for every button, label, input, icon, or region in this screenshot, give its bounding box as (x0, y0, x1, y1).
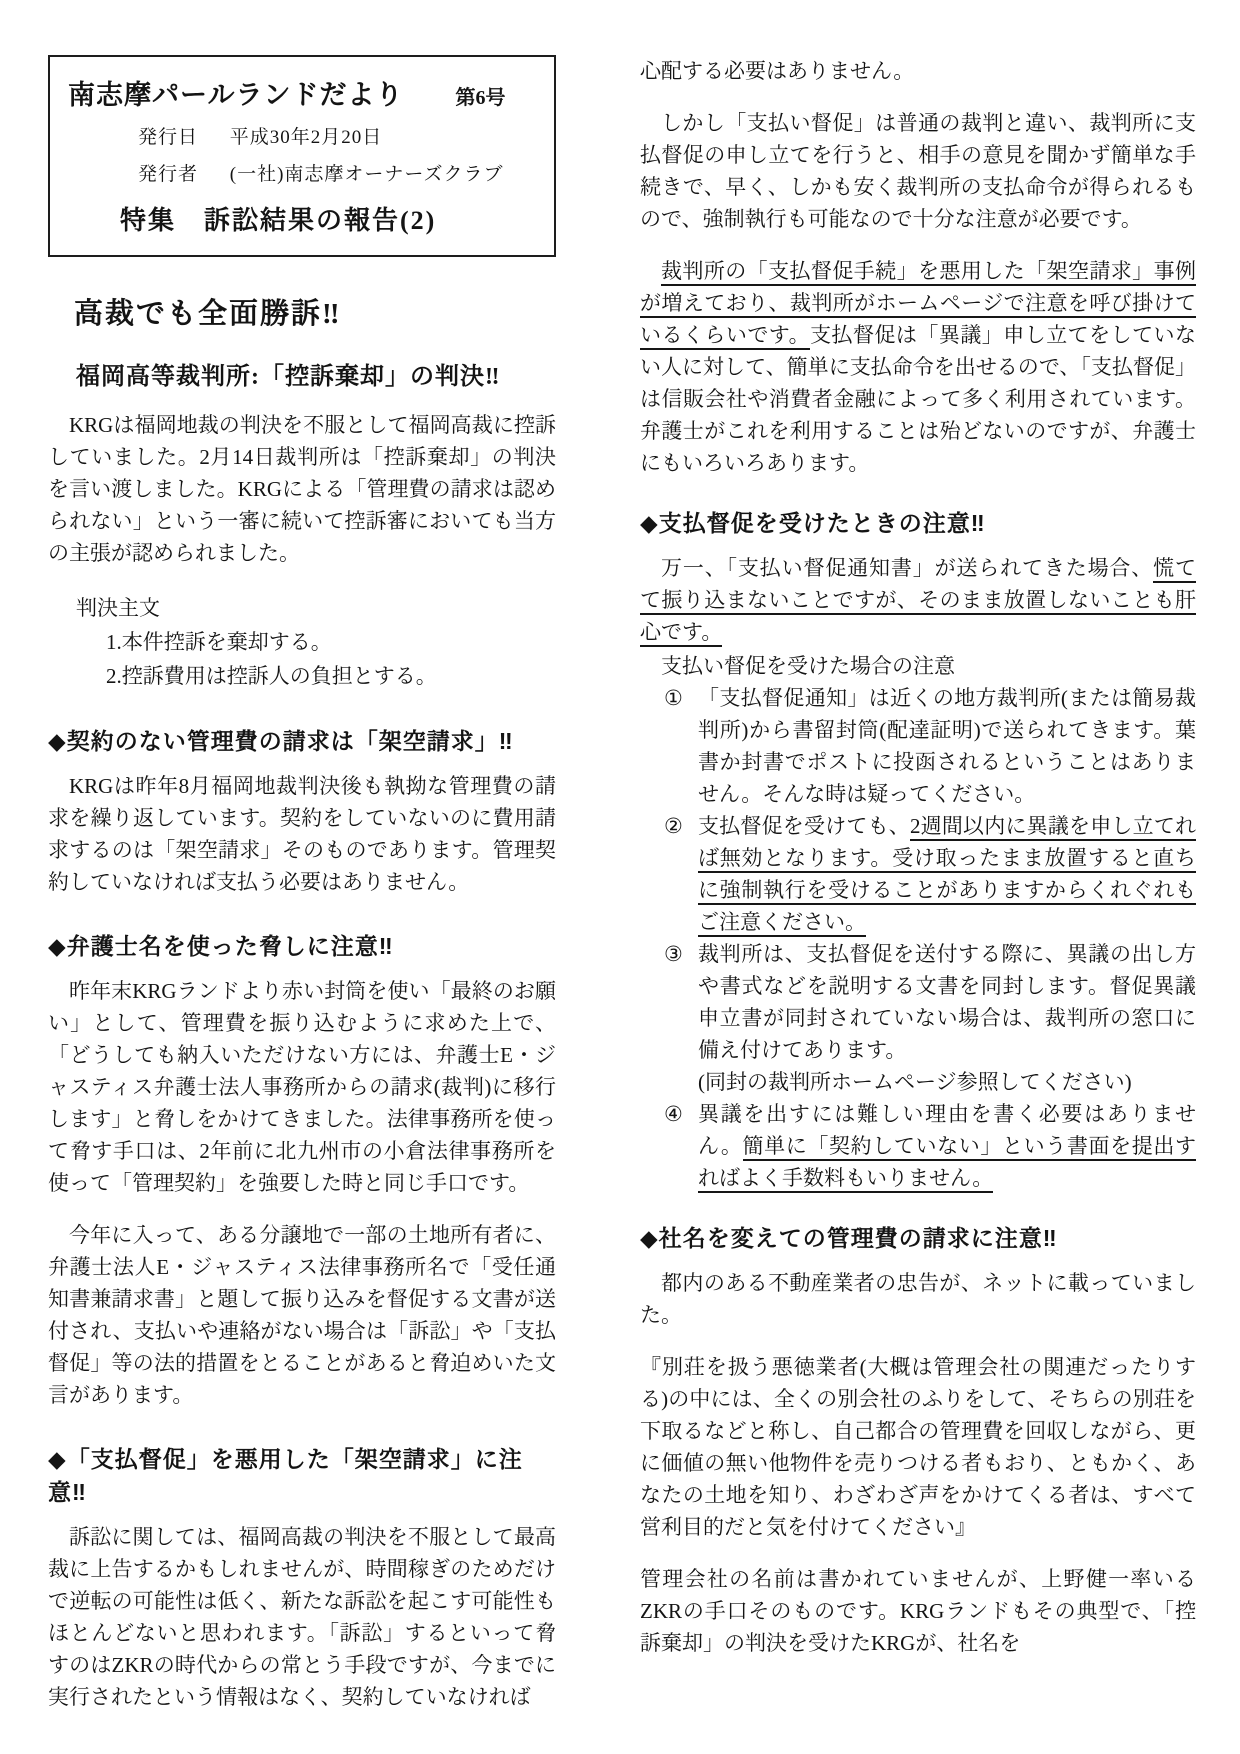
publication-date-label: 発行日 (138, 127, 199, 148)
newsletter-title: 南志摩パールランドだより (68, 80, 404, 110)
paragraph-red-envelope: 昨年末KRGランドより赤い封筒を使い「最終のお願い」として、管理費を振り込むように求めた上で、「どうしても納入いただけない方には、弁護士E・ジャスティス弁護士法人事務所からの請求(裁判)に移行します」と脅しをかけてきました。法律事務所を使って脅す手口は、2年前に北九州市の小倉法律事務所を使って「管理契約」を強要した時と同じ手口です。 (48, 979, 556, 1195)
paragraph-demand-letter: 今年に入って、ある分譲地で一部の土地所有者に、弁護士法人E・ジャスティス法律事務所名で「受任通知書兼請求書」と題して振り込みを督促する文書が送付され、支払いや連絡がない場合は「訴訟」や「支払督促」等の法的措置をとることがあると脅迫めいた文言があります。 (48, 1223, 556, 1407)
plain-text: 「支払督促通知」は近くの地方裁判所(または簡易裁判所)から書留封筒(配達証明)で送られてきます。葉書か封書でポストに投函されるということはありません。そんな時は疑ってください。 (698, 686, 1196, 806)
feature-title: 特集 訴訟結果の報告(2) (120, 206, 437, 235)
paragraph-fake-billing: KRGは昨年8月福岡地裁判決後も執拗な管理費の請求を繰り返しています。契約をしていないのに費用請求するのは「架空請求」そのものであります。管理契約していなければ支払う必要はありません。 (48, 774, 556, 894)
paragraph-lawsuit-outlook: 訴訟に関しては、福岡高裁の判決を不服として最高裁に上告するかもしれませんが、時間稼ぎのためだけで逆転の可能性は低く、新たな訴訟を起こす可能性もほとんどないと思われます。「訴訟」するといって脅すのはZKRの時代からの常とう手段ですが、今までに実行されたという情報はなく、契約していなければ (48, 1525, 556, 1709)
paragraph-continuation: 心配する必要はありません。 (640, 59, 915, 83)
newsletter-header-box (48, 55, 556, 257)
publisher-label: 発行者 (138, 164, 199, 185)
headline-full-victory: 高裁でも全面勝訴‼ (74, 298, 342, 330)
list-item-4 (664, 1098, 1196, 1194)
circled-number-1: ① (664, 686, 683, 710)
subheadline-court-ruling: 福岡高等裁判所:「控訴棄却」の判決‼ (76, 364, 501, 390)
plain-text: 異議を出すには難しい理由を書く必要はありません。 (698, 1102, 1196, 1158)
list-item-text (698, 938, 1196, 1098)
plain-text: 支払督促は「異議」申し立てをしていない人に対して、簡単に支払命令を出せるので、「支払督促」は信販会社や消費者金融によって多く利用されています。弁護士がこれを利用することは殆どないのですが、弁護士にもいろいろあります。 (640, 323, 1196, 475)
plain-text: 裁判所は、支払督促を送付する際に、異議の出し方や書式などを説明する文書を同封します。督促異議申立書が同封されていない場合は、裁判所の窓口に備え付けてあります。 (698, 942, 1196, 1062)
list-item-1 (664, 682, 1196, 810)
list-item-text (698, 810, 1196, 938)
title-row (68, 73, 540, 112)
section-heading-lawyer-threat: ◆弁護士名を使った脅しに注意‼ (48, 933, 394, 959)
paragraph-appeal-result: KRGは福岡地裁の判決を不服として福岡高裁に控訴していました。2月14日裁判所は「控訴棄却」の判決を言い渡しました。KRGによる「管理費の請求は認められない」という一審に続いて控訴審においても当方の主張が認められました。 (48, 413, 556, 565)
plain-text: 支払督促を受けても、 (698, 814, 910, 838)
left-column (48, 55, 556, 1754)
right-column (640, 55, 1196, 1754)
verdict-title: 判決主文 (76, 596, 160, 620)
underlined-text: 慌てて振り込まないことですが、そのまま放置しないことも肝心です。 (640, 556, 1196, 647)
list-item-text (698, 1098, 1196, 1194)
paragraph-zkr-krg: 管理会社の名前は書かれていませんが、上野健一率いるZKRの手口そのものです。KRGランドもその典型で、「控訴棄却」の判決を受けたKRGが、社名を (640, 1567, 1196, 1655)
list-item-2 (664, 810, 1196, 938)
list-item-text (698, 682, 1196, 810)
list-item-3 (664, 938, 1196, 1098)
section-heading-fake-billing: ◆契約のない管理費の請求は「架空請求」‼ (48, 728, 514, 754)
publisher-row (138, 159, 540, 186)
section-heading-company-rename: ◆社名を変えての管理費の請求に注意‼ (640, 1225, 1058, 1251)
circled-number-4: ④ (664, 1102, 683, 1126)
notice-list-intro: 支払い督促を受けた場合の注意 (661, 654, 955, 678)
paragraph-realtor-advice-intro: 都内のある不動産業者の忠告が、ネットに載っていました。 (640, 1271, 1196, 1327)
plain-text: 万一、「支払い督促通知書」が送られてきた場合、 (661, 556, 1154, 580)
underlined-text: 裁判所の「支払督促手続」を悪用した「架空請求」事例が増えており、裁判所がホームページで注意を呼び掛けているくらいです。 (640, 259, 1196, 350)
verdict-block (48, 591, 556, 693)
underlined-text: 簡単に「契約していない」という書面を提出すればよく手数料もいりません。 (698, 1134, 1196, 1193)
section-heading-caution-on-receipt: ◆支払督促を受けたときの注意‼ (640, 510, 986, 536)
notice-list (640, 682, 1196, 1194)
paragraph-payment-demand-explain: しかし「支払い督促」は普通の裁判と違い、裁判所に支払督促の申し立てを行うと、相手の意見を聞かず簡単な手続きで、早く、しかも安く裁判所の支払命令が得られるもので、強制執行も可能なので十分な注意が必要です。 (640, 111, 1196, 231)
circled-number-3: ③ (664, 942, 683, 966)
issue-number: 第6号 (455, 87, 506, 109)
paragraph-court-warning (640, 255, 1196, 479)
list-item-note: (同封の裁判所ホームページ参照してください) (698, 1070, 1132, 1094)
underlined-text: 2週間以内に異議を申し立てれば無効となります。受け取ったまま放置すると直ちに強制執行を受けることがありますからくれぐれもご注意ください。 (698, 814, 1196, 937)
publication-date-row (138, 122, 540, 149)
publication-date: 平成30年2月20日 (229, 127, 383, 148)
publisher-name: (一社)南志摩オーナーズクラブ (229, 164, 504, 185)
section-heading-payment-demand-abuse: ◆「支払督促」を悪用した「架空請求」に注意‼ (48, 1446, 523, 1505)
verdict-item-2: 2.控訴費用は控訴人の負担とする。 (106, 664, 437, 688)
circled-number-2: ② (664, 814, 683, 838)
paragraph-if-notice-arrives (640, 552, 1196, 648)
verdict-item-1: 1.本件控訴を棄却する。 (106, 630, 332, 654)
paragraph-realtor-quote: 『別荘を扱う悪徳業者(大概は管理会社の関連だったりする)の中には、全くの別会社のふりをして、そちらの別荘を下取るなどと称し、自己都合の管理費を回収しながら、更に価値の無い他物件を売りつける者もおり、ともかく、あなたの土地を知り、わざわざ声をかけてくる者は、すべて営利目的だと気を付けてください』 (640, 1355, 1196, 1539)
